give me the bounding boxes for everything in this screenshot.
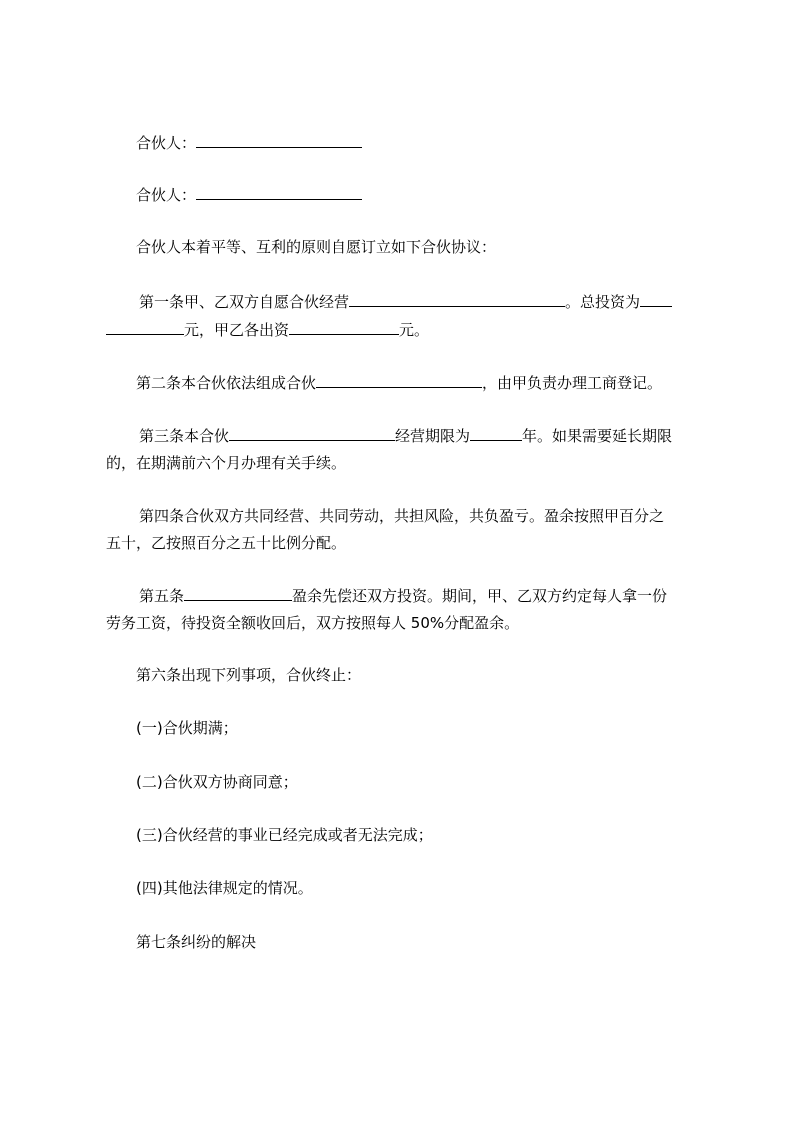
article-1-text: 元。 bbox=[399, 321, 430, 339]
article-7-text: 第七条纠纷的解决 bbox=[136, 933, 257, 951]
blank-field bbox=[196, 184, 362, 200]
article-1-text: 第一条甲、乙双方自愿合伙经营 bbox=[139, 293, 350, 311]
article-5-text: 盈余先偿还双方投资。期间，甲、乙双方约定每人拿一份 bbox=[292, 587, 668, 605]
article-4-line-2 bbox=[106, 533, 702, 553]
blank-field bbox=[229, 425, 395, 441]
list-item bbox=[106, 825, 732, 845]
intro-text: 合伙人本着平等、互利的原则自愿订立如下合伙协议： bbox=[136, 238, 497, 256]
list-item-text: (二)合伙双方协商同意； bbox=[136, 773, 298, 791]
article-1-text: 元，甲乙各出资 bbox=[184, 321, 290, 339]
blank-field bbox=[196, 132, 362, 148]
article-6-title bbox=[106, 665, 732, 685]
article-4-text: 第四条合伙双方共同经营、共同劳动，共担风险，共负盈亏。盈余按照甲百分之 bbox=[139, 507, 665, 525]
list-item bbox=[106, 772, 732, 792]
article-5-line-1 bbox=[106, 585, 735, 605]
blank-field bbox=[289, 319, 399, 335]
partner-label: 合伙人： bbox=[136, 186, 197, 204]
blank-field bbox=[184, 585, 292, 601]
article-3-text: 第三条本合伙 bbox=[139, 427, 230, 445]
blank-field bbox=[106, 319, 184, 335]
intro-paragraph bbox=[106, 237, 732, 257]
article-2-text: 第二条本合伙依法组成合伙 bbox=[136, 374, 317, 392]
article-1-text: 。总投资为 bbox=[565, 293, 641, 311]
article-6-text: 第六条出现下列事项，合伙终止： bbox=[136, 666, 362, 684]
article-5-line-2 bbox=[106, 613, 702, 633]
article-3-text: 年。如果需要延长期限 bbox=[522, 427, 673, 445]
blank-field bbox=[349, 291, 565, 307]
article-1-line-1 bbox=[106, 291, 735, 311]
article-4-line-1 bbox=[106, 506, 735, 526]
article-2-line-1 bbox=[106, 372, 732, 392]
article-3-text: 的，在期满前六个月办理有关手续。 bbox=[106, 454, 347, 472]
article-2-text: ，由甲负责办理工商登记。 bbox=[482, 374, 663, 392]
article-7-title bbox=[106, 932, 732, 952]
partner-line-1 bbox=[106, 132, 732, 152]
article-3-line-1 bbox=[106, 425, 735, 445]
blank-field bbox=[316, 372, 482, 388]
list-item-text: (四)其他法律规定的情况。 bbox=[136, 879, 313, 897]
partner-label: 合伙人： bbox=[136, 134, 197, 152]
blank-field bbox=[470, 425, 522, 441]
article-3-line-2 bbox=[106, 453, 702, 473]
article-3-text: 经营期限为 bbox=[395, 427, 471, 445]
list-item bbox=[106, 718, 732, 738]
list-item bbox=[106, 878, 732, 898]
article-1-line-2 bbox=[106, 319, 702, 339]
article-5-text: 劳务工资，待投资全额收回后，双方按照每人 50%分配盈余。 bbox=[106, 614, 520, 632]
article-4-text: 五十，乙按照百分之五十比例分配。 bbox=[106, 534, 347, 552]
blank-field bbox=[640, 291, 672, 307]
list-item-text: (一)合伙期满； bbox=[136, 719, 238, 737]
partner-line-2 bbox=[106, 184, 732, 204]
list-item-text: (三)合伙经营的事业已经完成或者无法完成； bbox=[136, 826, 433, 844]
article-5-text: 第五条 bbox=[139, 587, 185, 605]
